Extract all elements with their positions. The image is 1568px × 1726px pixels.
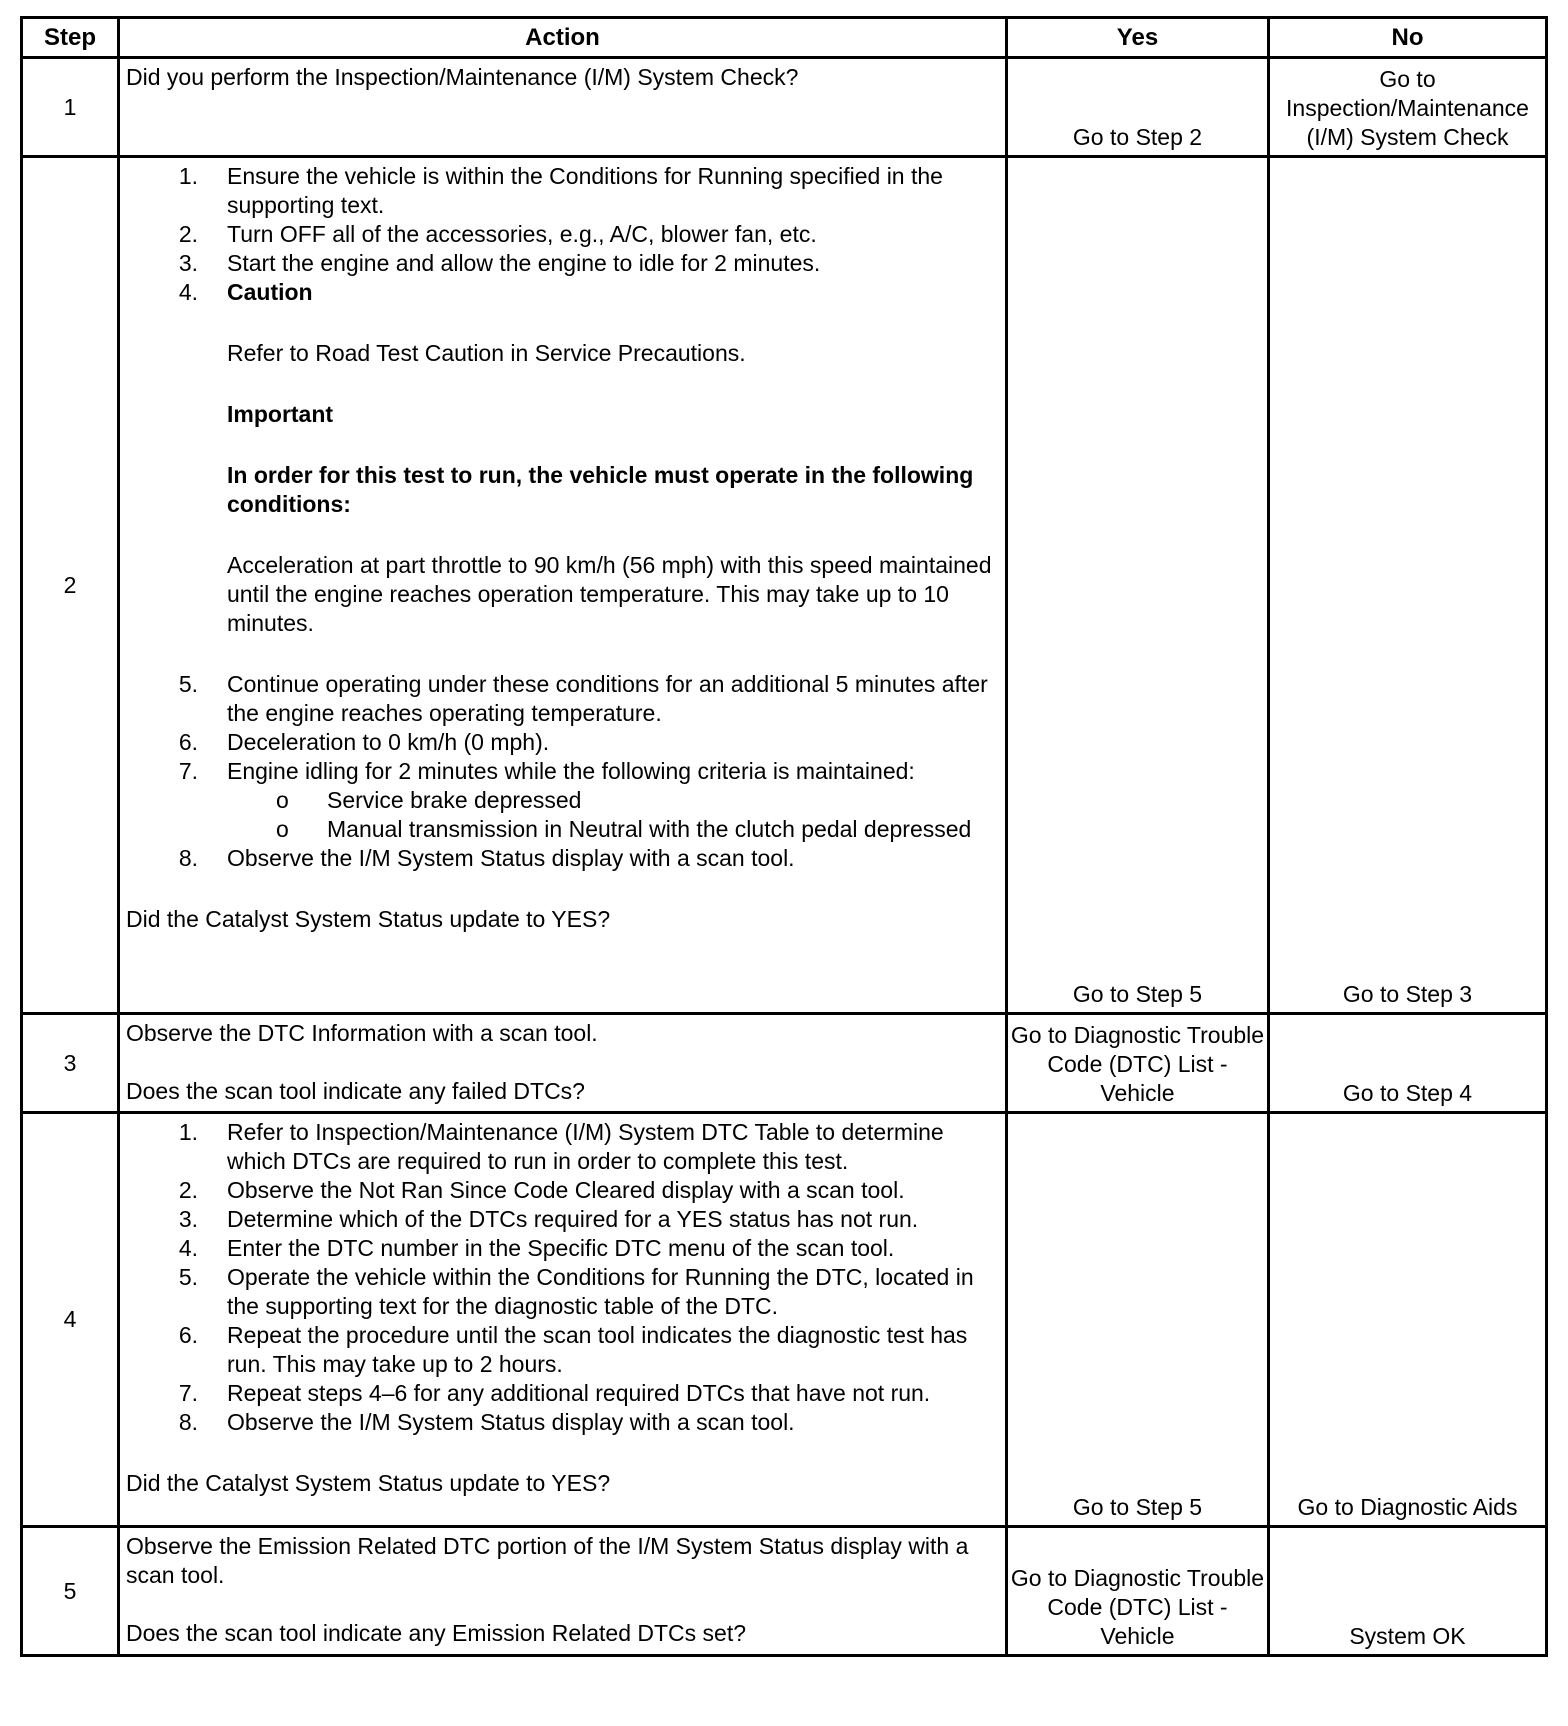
- list-item: 4. Caution Refer to Road Test Caution in Service Precautions. Important In order for this test to run, the vehicle must operate in the following conditions: Acceleration at part throttle to 90 km/h (56 mph) with this speed maintained until the engine reaches operation temperature. This may take up to 10 minutes.: [126, 278, 999, 670]
- list-item: 8. Observe the I/M System Status display with a scan tool.: [178, 1409, 795, 1435]
- step-number: 2: [22, 157, 119, 1014]
- action-text: Observe the Emission Related DTC portion of the I/M System Status display with a scan tool.: [126, 1533, 969, 1588]
- sub-item: o Manual transmission in Neutral with the clutch pedal depressed: [276, 816, 972, 842]
- action-question: Did you perform the Inspection/Maintenance (I/M) System Check?: [126, 64, 799, 90]
- action-text: Observe the DTC Information with a scan tool.: [126, 1020, 598, 1046]
- list-item: 8. Observe the I/M System Status display with a scan tool.: [178, 845, 795, 871]
- caution-text: Refer to Road Test Caution in Service Precautions.: [227, 340, 746, 366]
- list-item: 5. Continue operating under these conditions for an additional 5 minutes after the engine reaches operating temperature.: [178, 671, 988, 726]
- list-item: 3. Determine which of the DTCs required for a YES status has not run.: [178, 1206, 919, 1232]
- list-item: 2. Observe the Not Ran Since Code Cleared display with a scan tool.: [178, 1177, 905, 1203]
- caution-label: Caution: [227, 279, 313, 305]
- list-item: 7. Repeat steps 4–6 for any additional required DTCs that have not run.: [178, 1380, 931, 1406]
- header-step: Step: [22, 18, 119, 58]
- diagnostic-table: [20, 16, 1548, 1657]
- list-item: 4. Enter the DTC number in the Specific DTC menu of the scan tool.: [178, 1235, 895, 1261]
- sub-item: o Service brake depressed: [276, 787, 582, 813]
- header-yes: Yes: [1007, 18, 1269, 58]
- list-item: 6. Deceleration to 0 km/h (0 mph).: [178, 729, 550, 755]
- action-question: Does the scan tool indicate any failed DTCs?: [126, 1078, 585, 1104]
- action-question: Does the scan tool indicate any Emission Related DTCs set?: [126, 1620, 747, 1646]
- yes-link[interactable]: Go to Step 5: [1007, 157, 1269, 1014]
- step-list: [126, 162, 999, 873]
- yes-link[interactable]: Go to Diagnostic Trouble Code (DTC) List - Vehicle: [1007, 1527, 1269, 1656]
- list-item: 3. Start the engine and allow the engine to idle for 2 minutes.: [178, 250, 821, 276]
- yes-link[interactable]: Go to Diagnostic Trouble Code (DTC) List - Vehicle: [1007, 1014, 1269, 1113]
- important-label: Important: [227, 401, 334, 427]
- list-item: 5. Operate the vehicle within the Conditions for Running the DTC, located in the supporting text for the diagnostic table of the DTC.: [178, 1264, 974, 1319]
- header-no: No: [1269, 18, 1547, 58]
- no-link[interactable]: Go to Step 4: [1269, 1014, 1547, 1113]
- no-link[interactable]: Go to Inspection/Maintenance (I/M) System Check: [1269, 58, 1547, 157]
- list-item: 1. Ensure the vehicle is within the Conditions for Running specified in the supporting text.: [178, 163, 943, 218]
- yes-link[interactable]: Go to Step 2: [1007, 58, 1269, 157]
- table-row: [22, 58, 1547, 157]
- table-row: [22, 157, 1547, 1014]
- header-action: Action: [119, 18, 1007, 58]
- acceleration-text: Acceleration at part throttle to 90 km/h (56 mph) with this speed maintained until the engine reaches operation temperature. This may take up to 10 minutes.: [227, 552, 992, 636]
- header-row: [22, 18, 1547, 58]
- no-link[interactable]: Go to Step 3: [1269, 157, 1547, 1014]
- list-item: 6. Repeat the procedure until the scan tool indicates the diagnostic test has run. This may take up to 2 hours.: [178, 1322, 968, 1377]
- no-link[interactable]: System OK: [1269, 1527, 1547, 1656]
- action-cell: [119, 58, 1007, 157]
- step-number: 3: [22, 1014, 119, 1113]
- important-text: In order for this test to run, the vehicle must operate in the following conditions:: [227, 462, 974, 517]
- action-question: Did the Catalyst System Status update to YES?: [126, 906, 611, 932]
- table-row: [22, 1527, 1547, 1656]
- list-item: 1. Refer to Inspection/Maintenance (I/M) System DTC Table to determine which DTCs are required to run in order to complete this test.: [178, 1119, 944, 1174]
- action-cell: [119, 1014, 1007, 1113]
- step-list: [126, 1118, 999, 1437]
- step-number: 4: [22, 1113, 119, 1527]
- action-question: Did the Catalyst System Status update to YES?: [126, 1470, 611, 1496]
- table-row: [22, 1014, 1547, 1113]
- action-cell: [119, 1113, 1007, 1527]
- list-item: 7. Engine idling for 2 minutes while the following criteria is maintained: o Service brake depressed o Manual transmission in Neutral with the clutch pedal depressed: [126, 757, 999, 844]
- sub-list: [227, 786, 999, 844]
- no-link[interactable]: Go to Diagnostic Aids: [1269, 1113, 1547, 1527]
- yes-link[interactable]: Go to Step 5: [1007, 1113, 1269, 1527]
- action-cell: [119, 1527, 1007, 1656]
- step-number: 5: [22, 1527, 119, 1656]
- list-item: 2. Turn OFF all of the accessories, e.g., A/C, blower fan, etc.: [178, 221, 817, 247]
- step-number: 1: [22, 58, 119, 157]
- action-cell: [119, 157, 1007, 1014]
- table-row: [22, 1113, 1547, 1527]
